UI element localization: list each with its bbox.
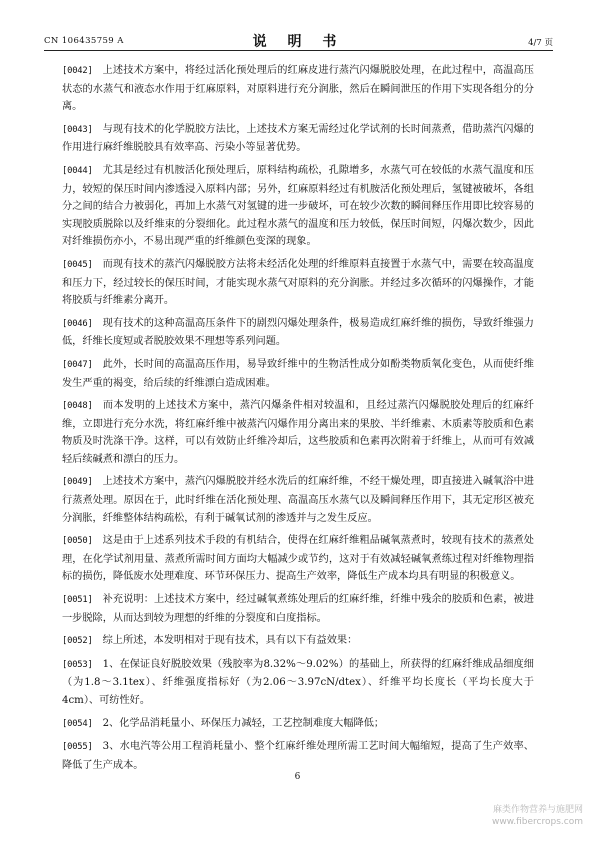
document-title: 说 明 书 [252, 34, 345, 50]
paragraph [62, 656, 534, 710]
paragraph-text: 补充说明：上述技术方案中，经过碱氧煮练处理后的红麻纤维，纤维中残余的胶质和色素，被进一步脱除，从而达到较为理想的纤维的分裂度和白度指标。 [62, 594, 534, 624]
paragraph-text: 现有技术的这种高温高压条件下的剧烈闪爆处理条件，极易造成红麻纤维的损伤，导致纤维强力低，纤维长度短或者脱胶效果不理想等系列问题。 [62, 317, 534, 348]
site-watermark [492, 804, 583, 828]
page-number: 6 [294, 772, 301, 782]
paragraph-number: [0048] [62, 401, 93, 412]
paragraph-text: 尤其是经过有机胺活化预处理后，原料结构疏松，孔隙增多，水蒸气可在较低的水蒸气温度和压力，较短的保压时间内渗透浸入原料内部；另外，红麻原料经过有机胺活化预处理后，氢键被破坏，各组分之间的结合力被弱化，再加上水蒸气对氢键的进一步破坏，可在较少次数的瞬间释压作用即比较容易的实现胶质脱除以及纤维束的分裂细化。此过程水蒸气的温度和压力较低，保压时间短，闪爆次数少，因此对纤维损伤亦小，不易出现严重的纤维颜色变深的现象。 [62, 164, 534, 248]
paragraph-text: 2、化学品消耗量小、环保压力减轻，工艺控制难度大幅降低； [102, 717, 385, 729]
paragraph [62, 591, 534, 627]
paragraph [62, 532, 534, 586]
paragraph-number: [0052] [62, 636, 93, 647]
paragraph [62, 62, 534, 116]
paragraph-number: [0044] [62, 165, 93, 176]
paragraph-text: 上述技术方案中，蒸汽闪爆脱胶并经水洗后的红麻纤维，不经干燥处理，即直接进入碱氧浴中进行蒸煮处理。原因在于，此时纤维在活化预处理、高温高压水蒸气以及瞬间释压作用下，其无定形区被充分润胀，纤维整体结构疏松，有利于碱氧试剂的渗透并与之发生反应。 [62, 476, 534, 524]
paragraph-text: 1、在保证良好脱胶效果（残胶率为8.32%～9.02%）的基础上，所获得的红麻纤维成品细度细（为1.8～3.1tex）、纤维强度指标好（为2.06～3.97cN/dtex）、纤维平均长度长（平均长度大于4cm）、可纺性好。 [62, 658, 534, 706]
paragraph [62, 121, 534, 157]
paragraph [62, 738, 534, 774]
paragraph-text: 这是由于上述系列技术手段的有机结合，使得在红麻纤维粗品碱氧蒸煮时，较现有技术的蒸煮处理，在化学试剂用量、蒸煮所需时间方面均大幅减少或节约，这对于有效减轻碱氧煮练过程对纤维物理指标的损伤，降低废水处理难度、环节环保压力、提高生产效率，降低生产成本均具有明显的积极意义。 [62, 535, 534, 583]
paragraph-text: 而现有技术的蒸汽闪爆脱胶方法将未经活化处理的纤维原料直接置于水蒸气中，需要在较高温度和压力下，经过较长的保压时间，才能实现水蒸气对原料的充分润胀。并经过多次循环的闪爆操作，才能将胶质与纤维素分离开。 [62, 258, 534, 307]
paragraph [62, 473, 534, 527]
paragraph [62, 632, 534, 651]
paragraph-text: 综上所述，本发明相对于现有技术，具有以下有益效果： [102, 635, 358, 647]
header-divider [44, 50, 553, 51]
paragraph [62, 256, 534, 310]
paragraph-number: [0045] [62, 259, 93, 270]
document-body [62, 62, 534, 779]
watermark-url: www.fibercrops.com [492, 817, 583, 827]
paragraph-text: 3、水电汽等公用工程消耗量小、整个红麻纤维处理所需工艺时间大幅缩短，提高了生产效率、降低了生产成本。 [62, 741, 534, 771]
page-of-total: 4/7 页 [528, 38, 553, 48]
paragraph-text: 上述技术方案中，将经过活化预处理后的红麻皮进行蒸汽闪爆脱胶处理，在此过程中，高温高压状态的水蒸气和液态水作用于红麻原料，对原料进行充分润胀，然后在瞬间泄压的作用下实现各组分的分离。 [62, 65, 534, 113]
paragraph-text: 与现有技术的化学脱胶方法比，上述技术方案无需经过化学试剂的长时间蒸煮，借助蒸汽闪爆的作用进行麻纤维脱胶具有效率高、污染小等显著优势。 [62, 123, 534, 154]
paragraph-number: [0047] [62, 359, 93, 370]
watermark-name: 麻类作物营养与施肥网 [492, 805, 583, 815]
paragraph [62, 315, 534, 351]
paragraph [62, 356, 534, 392]
paragraph [62, 715, 534, 734]
document-number: CN 106435759 A [44, 36, 124, 46]
paragraph-number: [0053] [62, 659, 93, 670]
paragraph-text: 此外，长时间的高温高压作用，易导致纤维中的生物活性成分如酚类物质氧化变色，从而使纤维发生严重的褐变，给后续的纤维漂白造成困难。 [62, 358, 534, 389]
paragraph [62, 162, 534, 251]
paragraph-number: [0054] [62, 718, 93, 729]
paragraph-number: [0042] [62, 66, 93, 76]
page-header [44, 26, 553, 52]
paragraph-text: 而本发明的上述技术方案中，蒸汽闪爆条件相对较温和，且经过蒸汽闪爆脱胶处理后的红麻纤维，立即进行充分水洗，将红麻纤维中被蒸汽闪爆作用分离出来的果胶、半纤维素、木质素等胶质和色素物质及时洗涤干净。这样，可以有效防止纤维冷却后，这些胶质和色素再次附着于纤维上，从而可有效减轻后续碱煮和漂白的压力。 [62, 400, 534, 465]
paragraph-number: [0049] [62, 477, 93, 488]
paragraph-number: [0046] [62, 318, 93, 329]
paragraph-number: [0050] [62, 536, 93, 547]
paragraph [62, 397, 534, 468]
paragraph-number: [0055] [62, 742, 93, 753]
paragraph-number: [0051] [62, 595, 93, 606]
paragraph-number: [0043] [62, 124, 93, 135]
